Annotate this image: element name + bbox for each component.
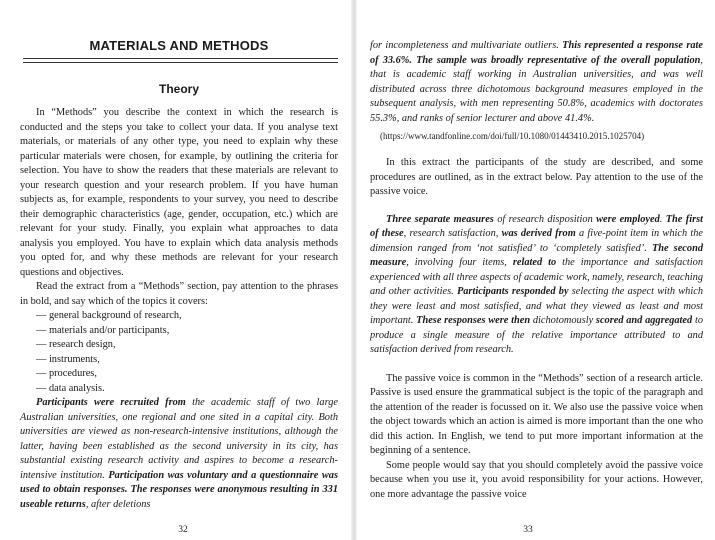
extract-text: to produce a single measure of the relative importance attributed to and satisfaction derived from research.	[370, 315, 703, 355]
extract-bold-phrase: This represented a response rate of 33.6%. The sample was broadly representative of the overall population	[370, 40, 703, 66]
page-number-left: 32	[178, 525, 188, 535]
extract-bold-phrase: Participation was voluntary and a questionnaire was used to obtain responses. The responses were anonymous resulting in 331 useable returns	[20, 469, 339, 510]
extract-text: dichotomously	[530, 315, 596, 326]
page-number-right: 33	[523, 525, 533, 535]
theory-heading: Theory	[158, 82, 199, 96]
extract-participants	[20, 396, 338, 512]
topic-item: — procedures,	[36, 367, 338, 382]
extract-text: for incompleteness and multivariate outliers.	[370, 40, 563, 51]
topic-item: — general background of research,	[36, 309, 338, 324]
extract-text: , research satisfaction,	[403, 228, 502, 239]
extract-commentary: In this extract the participants of the study are described, and some procedures are outlined, as in the extract below. Pay attention to the use of the passive voice.	[370, 157, 703, 197]
extract-bold-phrase: The first of these	[370, 213, 703, 239]
topic-item: — data analysis.	[36, 382, 338, 397]
extract-text: selecting the aspect with which they were least and most satisfied, and what they viewed as least and most important.	[370, 286, 703, 326]
topics-list	[20, 309, 338, 396]
instruction-paragraph: Read the extract from a “Methods” section, pay attention to the phrases in bold, and say which of the topics it covers:	[20, 281, 338, 307]
topic-item: — research design,	[36, 338, 338, 353]
extract-bold-phrase: Participants were recruited from	[36, 397, 186, 408]
extract-text: , after deletions	[85, 498, 151, 510]
extract-text: , that is academic staff working in Australian universities, and was well distributed across three dichotomous background measures employed in the subsequent analysis, with men representing 50.8%, academics with doctorates 55.3%, and ranks of senior lecturer and above 41.4%.	[370, 54, 703, 124]
section-header: MATERIALS AND METHODS	[89, 38, 269, 53]
passive-voice-paragraph-2: Some people would say that you should completely avoid the passive voice because when you use it, you avoid responsibility for your actions. However, one more advantage the passive voice	[370, 459, 703, 500]
extract-continued	[370, 39, 703, 126]
topic-item: — materials and/or participants,	[36, 324, 338, 339]
extract-bold-phrase: scored and aggregated	[595, 315, 693, 326]
extract-bold-phrase: Three separate measures	[386, 213, 494, 225]
extract-bold-phrase: The second measure	[370, 242, 703, 268]
extract-text: a five-point item in which the dimension ranged from ‘not satisfied’ to ‘completely satisfied’.	[370, 228, 703, 254]
extract-bold-phrase: related to	[512, 257, 557, 268]
right-page	[356, 0, 715, 540]
topic-item: — instruments,	[36, 353, 338, 368]
extract-measures	[370, 213, 703, 358]
source-citation: (https://www.tandfonline.com/doi/full/10.1080/01443410.2015.1025704)	[380, 131, 645, 141]
extract-text: the importance and satisfaction experienced with all three aspects of academic work, namely, research, teaching and other activities.	[370, 257, 703, 297]
extract-bold-phrase: were employed	[596, 213, 660, 225]
theory-paragraph: In “Methods” you describe the context in which the research is conducted and the steps you take to collect your data. If you analyse text materials, or materials of any other type, you need to explain why these particular materials were chosen, for example, by outlining the criteria for selection. You have to show the readers that these materials are relevant to your research question and your research problem. If you have human subjects as, for example, respondents to your survey, you need to describe their demographic characteristics (age, gender, occupation, etc.) which are relevant for your study. Finally, you explain what approaches to data analysis you employed. You have to explain which data analysis methods you opted for, and why these methods are relevant for your research questions and objectives.	[20, 107, 338, 278]
extract-text: .	[659, 213, 666, 225]
extract-text: , involving four items,	[406, 257, 513, 268]
extract-bold-phrase: was derived from	[501, 228, 576, 239]
extract-text: the academic staff of two large Australian universities, one regional and one sited in a capital city. Both universities are viewed as non-research-intensive institutions, although the latter, having been established as the second university in its city, has substantial existing research activity and aspires to become a research-intensive institution.	[20, 397, 339, 481]
left-page	[0, 0, 352, 540]
passive-voice-paragraph: The passive voice is common in the “Methods” section of a research article. Passive is used ensure the grammatical subject is the topic of the paragraph and the attention of the reader is focussed on it. We also use the passive voice when the object towards which an action is aimed is more important than the one who did this action. In English, we tend to put more important information at the beginning of a sentence.	[370, 372, 703, 456]
header-rule	[23, 58, 338, 63]
extract-text: of research disposition	[493, 213, 597, 225]
extract-bold-phrase: Participants responded by	[456, 286, 569, 297]
extract-bold-phrase: These responses were then	[416, 315, 531, 326]
